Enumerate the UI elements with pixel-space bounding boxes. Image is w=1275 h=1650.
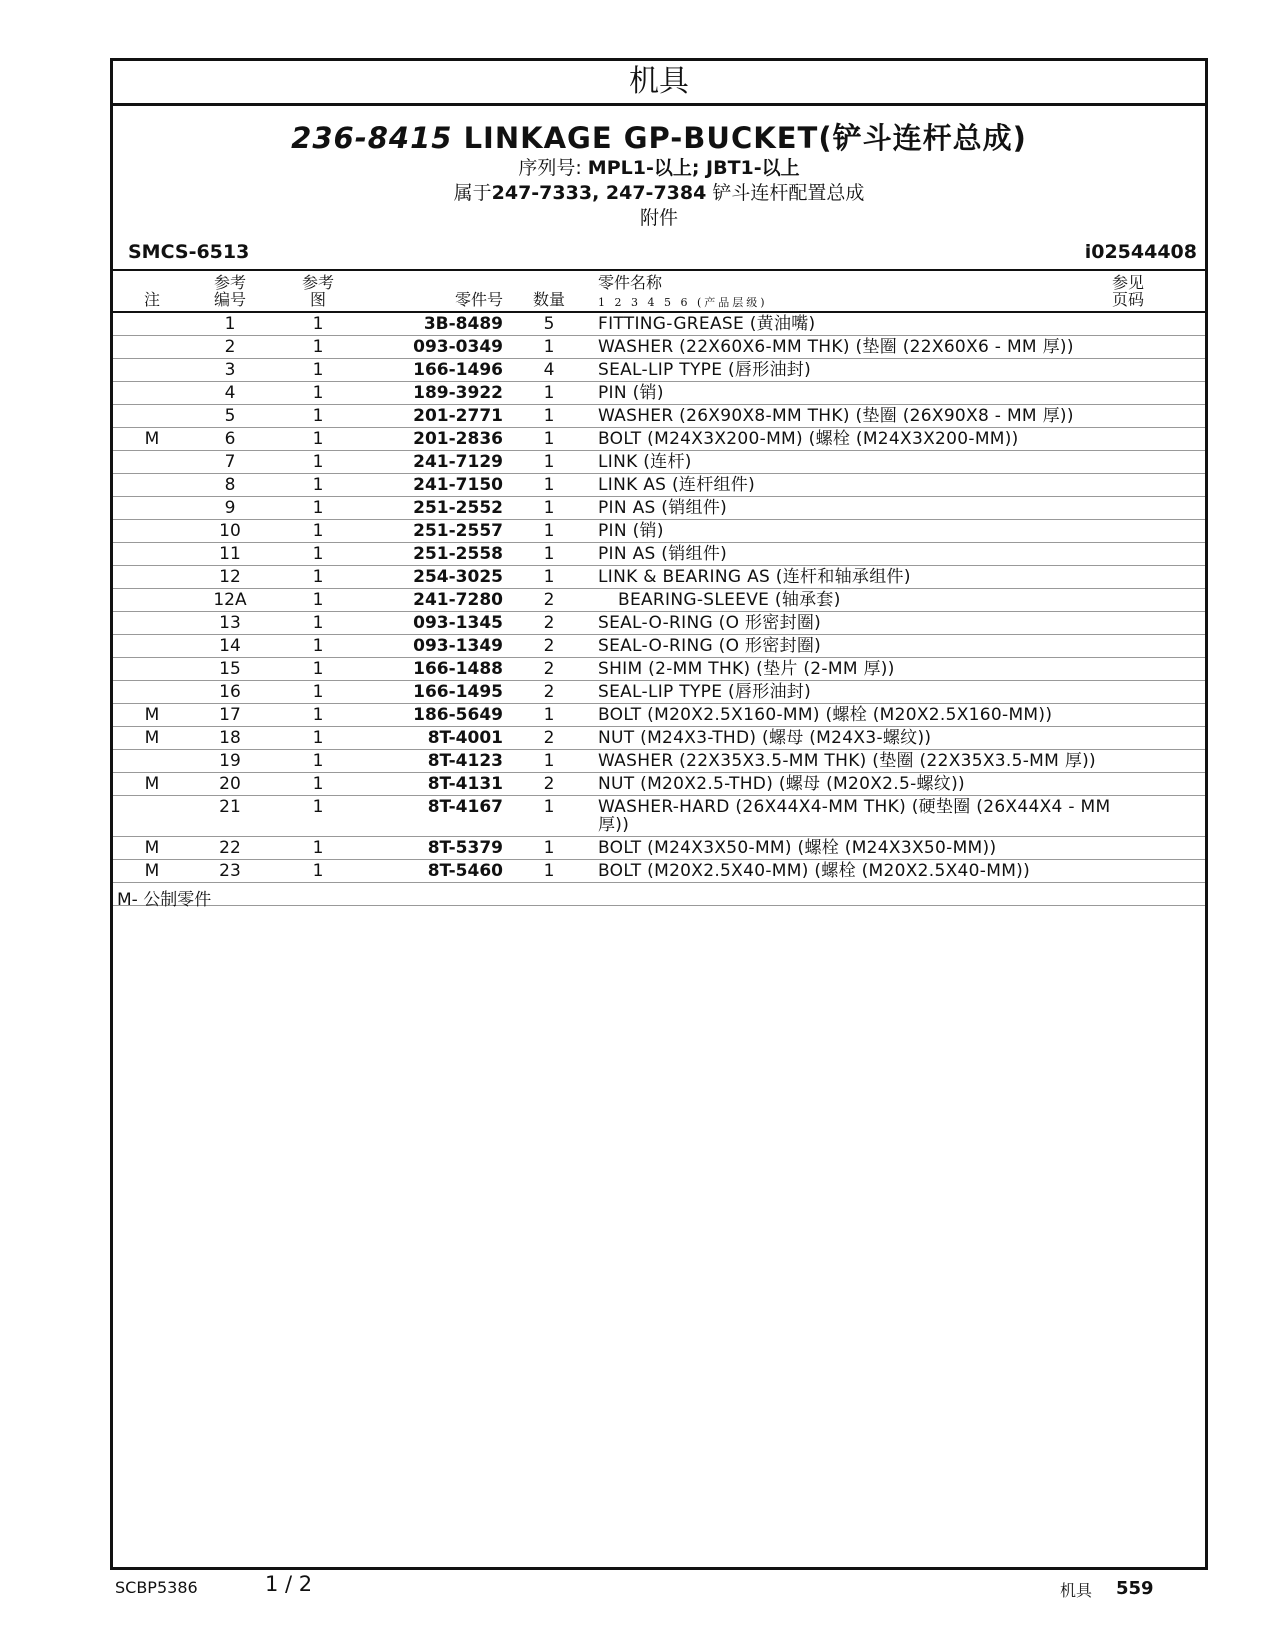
ref-no-cell: 12A — [213, 590, 247, 610]
part-number-cell: 189-3922 — [413, 383, 503, 403]
description-cell: BOLT (M24X3X50-MM) (螺栓 (M24X3X50-MM)) — [598, 838, 997, 858]
col-see-page-1: 参见 — [1111, 273, 1144, 292]
description-cell: FITTING-GREASE (黄油嘴) — [598, 314, 816, 334]
fig-cell: 1 — [312, 521, 324, 541]
col-fig-2: 图 — [309, 290, 326, 309]
ref-no-cell: 14 — [219, 636, 241, 656]
table-row — [113, 635, 1205, 658]
quantity-cell: 1 — [543, 337, 555, 357]
ref-no-cell: 19 — [219, 751, 241, 771]
part-number-cell: 166-1495 — [413, 682, 503, 702]
quantity-cell: 1 — [543, 521, 555, 541]
note-cell: M — [144, 705, 160, 725]
page-number: 559 — [1116, 1578, 1154, 1599]
description-cell: NUT (M24X3-THD) (螺母 (M24X3-螺纹)) — [598, 728, 932, 748]
table-row — [113, 428, 1205, 451]
fig-cell: 1 — [312, 429, 324, 449]
part-number-cell: 166-1488 — [413, 659, 503, 679]
table-row — [113, 543, 1205, 566]
ref-no-cell: 22 — [219, 838, 241, 858]
table-row — [113, 727, 1205, 750]
col-part-no: 零件号 — [454, 290, 503, 309]
part-number-cell: 251-2552 — [413, 498, 503, 518]
part-number-cell: 251-2557 — [413, 521, 503, 541]
part-number-cell: 8T-5460 — [427, 861, 503, 881]
table-row — [113, 520, 1205, 543]
ref-no-cell: 10 — [219, 521, 241, 541]
col-desc-1: 零件名称 — [598, 273, 663, 292]
quantity-cell: 1 — [543, 383, 555, 403]
ref-no-cell: 4 — [224, 383, 236, 403]
quantity-cell: 2 — [543, 682, 555, 702]
description-cell: NUT (M20X2.5-THD) (螺母 (M20X2.5-螺纹)) — [598, 774, 965, 794]
description-cell: SEAL-O-RING (O 形密封圈) — [598, 636, 822, 656]
quantity-cell: 1 — [543, 838, 555, 858]
part-number-cell: 8T-4123 — [427, 751, 503, 771]
ref-no-cell: 23 — [219, 861, 241, 881]
part-number-cell: 093-1349 — [413, 636, 503, 656]
ref-no-cell: 20 — [219, 774, 241, 794]
quantity-cell: 1 — [543, 567, 555, 587]
part-number-cell: 251-2558 — [413, 544, 503, 564]
ref-no-cell: 1 — [224, 314, 236, 334]
description-cell: WASHER-HARD (26X44X4-MM THK) (硬垫圈 (26X44X4 - MM 厚)) — [598, 797, 1111, 835]
note-cell: M — [144, 861, 160, 881]
ref-no-cell: 11 — [219, 544, 241, 564]
description-cell: BOLT (M20X2.5X160-MM) (螺栓 (M20X2.5X160-MM)) — [598, 705, 1053, 725]
quantity-cell: 2 — [543, 590, 555, 610]
section-title: 机具 — [113, 61, 1205, 106]
quantity-cell: 1 — [543, 452, 555, 472]
quantity-cell: 1 — [543, 861, 555, 881]
part-number-cell: 3B-8489 — [423, 314, 503, 334]
table-row — [113, 681, 1205, 704]
table-row — [113, 860, 1205, 883]
table-row — [113, 837, 1205, 860]
fig-cell: 1 — [312, 360, 324, 380]
quantity-cell: 1 — [543, 751, 555, 771]
fig-cell: 1 — [312, 659, 324, 679]
part-number-cell: 8T-5379 — [427, 838, 503, 858]
description-cell: SEAL-LIP TYPE (唇形油封) — [598, 682, 812, 702]
quantity-cell: 2 — [543, 613, 555, 633]
part-number-cell: 093-0349 — [413, 337, 503, 357]
table-row — [113, 382, 1205, 405]
fig-cell: 1 — [312, 567, 324, 587]
column-header — [113, 271, 1205, 313]
page-fraction: 1 / 2 — [265, 1572, 313, 1596]
fig-cell: 1 — [312, 498, 324, 518]
table-row — [113, 589, 1205, 612]
belongs-suffix: 铲斗连杆配置总成 — [706, 182, 865, 204]
quantity-cell: 1 — [543, 429, 555, 449]
description-cell: SHIM (2-MM THK) (垫片 (2-MM 厚)) — [598, 659, 895, 679]
fig-cell: 1 — [312, 751, 324, 771]
fig-cell: 1 — [312, 475, 324, 495]
belongs-parts: 247-7333, 247-7384 — [491, 182, 707, 204]
serial-label: 序列号: — [518, 157, 582, 179]
parts-table — [113, 313, 1205, 883]
table-row — [113, 566, 1205, 589]
belongs-prefix: 属于 — [453, 182, 492, 204]
ref-no-cell: 5 — [224, 406, 236, 426]
quantity-cell: 1 — [543, 544, 555, 564]
main-title — [113, 120, 1205, 156]
part-number-cell: 8T-4167 — [427, 797, 503, 817]
ref-no-cell: 18 — [219, 728, 241, 748]
ref-no-cell: 8 — [224, 475, 236, 495]
ref-no-cell: 2 — [224, 337, 236, 357]
part-number-cell: 186-5649 — [413, 705, 503, 725]
ref-no-cell: 13 — [219, 613, 241, 633]
part-number-cell: 201-2771 — [413, 406, 503, 426]
doc-code: SCBP5386 — [115, 1578, 198, 1597]
description-cell: PIN AS (销组件) — [598, 544, 728, 564]
ref-no-cell: 7 — [224, 452, 236, 472]
note-cell: M — [144, 728, 160, 748]
fig-cell: 1 — [312, 774, 324, 794]
footnote: M- 公制零件 — [117, 890, 212, 910]
description-cell: LINK AS (连杆组件) — [598, 475, 756, 495]
table-row — [113, 359, 1205, 382]
ref-no-cell: 16 — [219, 682, 241, 702]
ref-no-cell: 3 — [224, 360, 236, 380]
part-number-cell: 093-1345 — [413, 613, 503, 633]
assembly-name-zh: (铲斗连杆总成) — [818, 121, 1027, 155]
ref-no-cell: 15 — [219, 659, 241, 679]
assembly-name-en: LINKAGE GP-BUCKET — [463, 121, 819, 155]
fig-cell: 1 — [312, 705, 324, 725]
description-cell: BOLT (M24X3X200-MM) (螺栓 (M24X3X200-MM)) — [598, 429, 1019, 449]
assembly-part-number: 236-8415 — [291, 121, 453, 155]
ref-no-cell: 12 — [219, 567, 241, 587]
col-see-page-2: 页码 — [1111, 290, 1144, 309]
ref-no-cell: 9 — [224, 498, 236, 518]
quantity-cell: 1 — [543, 705, 555, 725]
table-row — [113, 773, 1205, 796]
footer-section: 机具 — [1060, 1581, 1093, 1600]
quantity-cell: 2 — [543, 774, 555, 794]
footnote-row — [113, 883, 1205, 910]
quantity-cell: 1 — [543, 475, 555, 495]
fig-cell: 1 — [312, 682, 324, 702]
part-number-cell: 241-7129 — [413, 452, 503, 472]
fig-cell: 1 — [312, 861, 324, 881]
part-number-cell: 201-2836 — [413, 429, 503, 449]
description-cell: PIN (销) — [598, 383, 664, 403]
table-row — [113, 658, 1205, 681]
table-row — [113, 474, 1205, 497]
part-number-cell: 241-7150 — [413, 475, 503, 495]
quantity-cell: 2 — [543, 659, 555, 679]
fig-cell: 1 — [312, 314, 324, 334]
col-ref-2: 编号 — [213, 290, 246, 309]
part-number-cell: 166-1496 — [413, 360, 503, 380]
category-line: 附件 — [639, 207, 678, 229]
note-cell: M — [144, 774, 160, 794]
description-cell: LINK & BEARING AS (连杆和轴承组件) — [598, 567, 911, 587]
table-row — [113, 796, 1205, 837]
quantity-cell: 4 — [543, 360, 555, 380]
table-row — [113, 612, 1205, 635]
description-cell: WASHER (22X35X3.5-MM THK) (垫圈 (22X35X3.5-MM 厚)) — [598, 751, 1096, 771]
table-row — [113, 750, 1205, 773]
smcs-row — [113, 239, 1205, 271]
part-number-cell: 8T-4001 — [427, 728, 503, 748]
part-number-cell: 8T-4131 — [427, 774, 503, 794]
ref-no-cell: 17 — [219, 705, 241, 725]
description-cell: BEARING-SLEEVE (轴承套) — [618, 590, 841, 610]
quantity-cell: 1 — [543, 797, 555, 817]
quantity-cell: 1 — [543, 498, 555, 518]
col-fig-1: 参考 — [301, 273, 334, 292]
illustration-id: i02544408 — [1084, 241, 1197, 263]
ref-no-cell: 21 — [219, 797, 241, 817]
table-row — [113, 704, 1205, 727]
fig-cell: 1 — [312, 613, 324, 633]
description-cell: SEAL-LIP TYPE (唇形油封) — [598, 360, 812, 380]
fig-cell: 1 — [312, 797, 324, 817]
fig-cell: 1 — [312, 636, 324, 656]
description-cell: PIN AS (销组件) — [598, 498, 728, 518]
description-cell: BOLT (M20X2.5X40-MM) (螺栓 (M20X2.5X40-MM)) — [598, 861, 1031, 881]
fig-cell: 1 — [312, 590, 324, 610]
quantity-cell: 1 — [543, 406, 555, 426]
serial-value: MPL1-以上; JBT1-以上 — [587, 157, 800, 179]
quantity-cell: 5 — [543, 314, 555, 334]
table-row — [113, 313, 1205, 336]
description-cell: SEAL-O-RING (O 形密封圈) — [598, 613, 822, 633]
description-cell: WASHER (22X60X6-MM THK) (垫圈 (22X60X6 - MM 厚)) — [598, 337, 1074, 357]
smcs-code: SMCS-6513 — [128, 241, 250, 263]
fig-cell: 1 — [312, 838, 324, 858]
fig-cell: 1 — [312, 337, 324, 357]
note-cell: M — [144, 429, 160, 449]
description-cell: LINK (连杆) — [598, 452, 692, 472]
table-row — [113, 405, 1205, 428]
fig-cell: 1 — [312, 452, 324, 472]
fig-cell: 1 — [312, 406, 324, 426]
belongs-line — [113, 181, 1205, 206]
table-row — [113, 497, 1205, 520]
part-number-cell: 241-7280 — [413, 590, 503, 610]
col-note: 注 — [143, 290, 160, 309]
table-row — [113, 451, 1205, 474]
description-cell: WASHER (26X90X8-MM THK) (垫圈 (26X90X8 - MM 厚)) — [598, 406, 1074, 426]
description-cell: PIN (销) — [598, 521, 664, 541]
serial-line — [113, 156, 1205, 181]
ref-no-cell: 6 — [224, 429, 236, 449]
fig-cell: 1 — [312, 544, 324, 564]
col-qty: 数量 — [532, 290, 565, 309]
page-frame — [110, 58, 1208, 1570]
part-number-cell: 254-3025 — [413, 567, 503, 587]
fig-cell: 1 — [312, 728, 324, 748]
col-ref-1: 参考 — [213, 273, 246, 292]
quantity-cell: 2 — [543, 728, 555, 748]
title-block — [113, 106, 1205, 231]
note-cell: M — [144, 838, 160, 858]
col-desc-2: 1 2 3 4 5 6 (产品层级) — [598, 296, 768, 309]
table-row — [113, 336, 1205, 359]
fig-cell: 1 — [312, 383, 324, 403]
quantity-cell: 2 — [543, 636, 555, 656]
